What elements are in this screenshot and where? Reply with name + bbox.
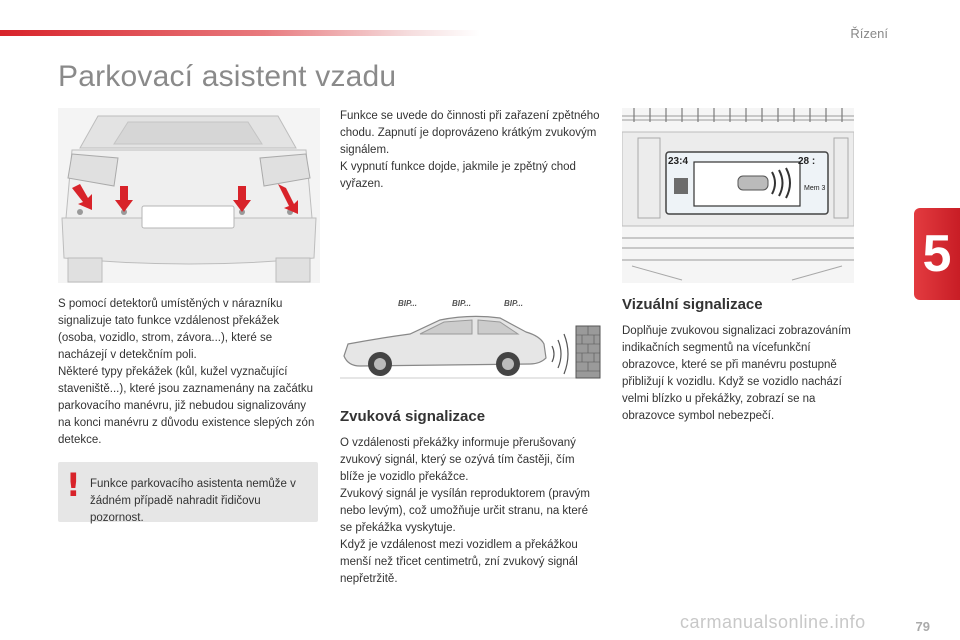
warning-box	[58, 462, 318, 522]
page-title: Parkovací asistent vzadu	[58, 60, 397, 93]
acoustic-text: O vzdálenosti překážky informuje přerušovaný zvukový signál, který se ozývá tím častěji, čím blíže je vozidlo překážce. Zvukový signál je vysílán reproduktorem (pravým nebo levým), což umožňuje určit stranu, na které se překážka vyskytuje. Když je vzdálenost mezi vozidlem a překážkou menší než třicet centimetrů, zní zvukový signál nepřetržitě.	[340, 437, 590, 585]
display-clock: 23:4	[668, 156, 689, 167]
exclamation-icon: !	[66, 466, 81, 504]
rear-car-drawing	[58, 108, 320, 283]
watermark: carmanualsonline.info	[680, 612, 866, 632]
parking-beep-illustration	[340, 294, 602, 391]
detection-text: S pomocí detektorů umístěných v nárazníku signalizuje tato funkce vzdálenost překážek (osoba, vozidlo, strom, závora...), které se nacházejí v detekčním poli. Některé typy překážek (kůl, kužel vyznačující staveniště...), které jsou zaznamenány na začátku parkovacího manévru, již nebudou signalizovány na konci manévru z důvodu existence slepých zón detekce.	[58, 298, 315, 446]
beep-label-2: BIP...	[452, 299, 471, 308]
page-number: 79	[915, 619, 930, 634]
visual-heading: Vizuální signalizace	[622, 296, 763, 313]
warning-text: Funkce parkovacího asistenta nemůže v žádném případě nahradit řidičovu pozornost.	[90, 478, 296, 524]
visual-text: Doplňuje zvukovou signalizaci zobrazováním indikačních segmentů na vícefunkční obrazovce, které se při manévru postupně přibližují k vozidlu. Když se vozidlo nachází velmi blízko u překážky, zobrazí se na obrazovce symbol nebezpečí.	[622, 325, 851, 422]
header-accent-bar	[0, 30, 480, 36]
dashboard-display-illustration	[622, 108, 854, 288]
side-car-drawing	[340, 294, 602, 386]
beep-label-3: BIP...	[504, 299, 523, 308]
chapter-tab: 5	[914, 208, 960, 300]
acoustic-heading: Zvuková signalizace	[340, 408, 486, 425]
intro-text: Funkce se uvede do činnosti při zařazení zpětného chodu. Zapnutí je doprovázeno krátkým zvukovým signálem. K vypnutí funkce dojde, jakmile je zpětný chod vyřazen.	[340, 110, 600, 190]
beep-label-1: BIP...	[398, 299, 417, 308]
chapter-name: Řízení	[850, 26, 888, 41]
display-temperature: 28 :	[798, 156, 816, 167]
display-drawing	[622, 108, 854, 283]
display-memory: Mem 3	[804, 185, 826, 192]
rear-bumper-illustration	[58, 108, 320, 288]
